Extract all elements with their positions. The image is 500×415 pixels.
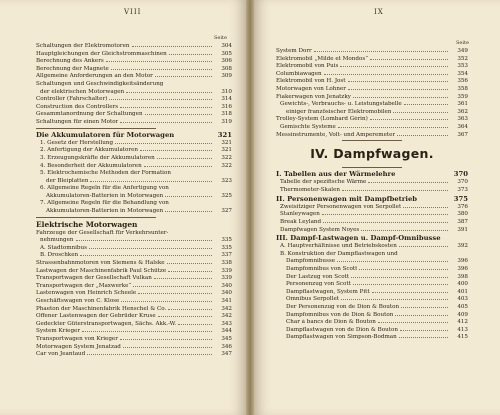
- entry-title: Break Leyland: [280, 218, 322, 225]
- toc-entries: [276, 48, 468, 342]
- entry-title: Dampflastwagen, System Pitt: [286, 288, 370, 295]
- leader: [370, 59, 448, 60]
- entry-page: 354: [457, 70, 468, 77]
- leader: [123, 347, 212, 348]
- leader: [340, 66, 448, 67]
- toc-group-b: [276, 179, 468, 194]
- entry-page: 339: [221, 275, 232, 282]
- entry-page: 387: [457, 218, 468, 225]
- entry-page: 310: [221, 88, 232, 95]
- entry-page: 361: [457, 101, 468, 108]
- entry-title: 6. Allgemeine Regeln für die Anfertigung von: [40, 185, 169, 192]
- entry-title: Allgemeine Anforderungen an den Motor: [36, 73, 153, 80]
- toc-entry: [276, 101, 468, 109]
- toc-entry: [276, 334, 468, 342]
- toc-group-c: [276, 204, 468, 234]
- entry-page: 321: [221, 147, 232, 154]
- entry-title: Berechnung der Magnete: [36, 65, 109, 72]
- entry-title: Strassenbahnmotoren von Siemens & Halske: [36, 260, 165, 267]
- leader: [399, 337, 448, 338]
- entry-title: Char à bancs de Dion & Bouton: [286, 319, 376, 326]
- leader: [140, 150, 212, 151]
- toc-entry: [36, 163, 232, 171]
- leader: [144, 166, 212, 167]
- entry-title: Offener Lastenwagen der Gebrüder Kruse: [36, 313, 156, 320]
- entry-title: der elektrischen Motorwagen: [40, 88, 125, 95]
- leader: [397, 135, 448, 136]
- toc-entry: [36, 351, 232, 359]
- toc-entry: [36, 96, 232, 104]
- toc-entry: [36, 147, 232, 155]
- leader: [76, 240, 212, 241]
- entry-page: 306: [221, 58, 232, 65]
- entry-title: Transportwagen von Krieger: [36, 335, 118, 342]
- entry-page: 314: [221, 96, 232, 103]
- entry-page: 370: [457, 179, 468, 186]
- entry-title: Der Lastzug von Scott: [286, 273, 350, 280]
- entry-title: Schaltungen für einen Motor: [36, 118, 119, 125]
- leader: [106, 61, 212, 62]
- entry-title: Phaeton der Maschinenfabrik Henschel & Co.: [36, 305, 167, 312]
- toc-entry: [276, 327, 468, 335]
- divider: [342, 140, 402, 141]
- leader: [169, 54, 212, 55]
- leader: [168, 309, 212, 310]
- entry-title: Dampfomnibusse: [286, 258, 336, 265]
- toc-entry: [276, 71, 468, 79]
- leader: [348, 81, 448, 82]
- seite-label: Seite: [214, 35, 227, 41]
- leader: [126, 92, 212, 93]
- entry-page: 347: [221, 351, 232, 358]
- toc-entry: [276, 289, 468, 297]
- leader: [401, 307, 448, 308]
- entry-title: Elektromobil von Puis: [276, 63, 339, 70]
- leader: [372, 292, 448, 293]
- leader: [155, 76, 212, 77]
- entry-page: 344: [221, 328, 232, 335]
- entry-title: 2. Anfertigung der Akkumulatoren: [40, 147, 138, 154]
- entry-title: Fiakerwagen von Jenatzky: [276, 93, 351, 100]
- toc-entry: [276, 211, 468, 219]
- entry-page: 338: [221, 260, 232, 267]
- toc-entry: [276, 124, 468, 132]
- leader: [400, 330, 448, 331]
- leader: [82, 331, 212, 332]
- entry-page: 342: [221, 305, 232, 312]
- toc-entry: [276, 281, 468, 289]
- toc-entry: [36, 170, 232, 178]
- entry-title: Car von Jeantaud: [36, 351, 86, 358]
- entry-title: einiger französischer Elektromobilen: [286, 108, 392, 115]
- leader: [167, 263, 212, 264]
- toc-entry: [36, 51, 232, 59]
- entry-page: 349: [457, 48, 468, 54]
- toc-group-c: [36, 230, 232, 359]
- entry-title: Der Personenzug von de Dion & Bouton: [286, 304, 400, 311]
- entry-page: 318: [221, 111, 232, 118]
- toc-group-a: [276, 48, 468, 139]
- leader: [115, 143, 212, 144]
- entry-page: 363: [457, 116, 468, 123]
- leader: [338, 127, 448, 128]
- toc-entry: [36, 252, 232, 260]
- seite-label: Seite: [456, 40, 469, 46]
- entry-title: Stanleywagen: [280, 211, 320, 218]
- leader: [359, 269, 448, 270]
- toc-entry: [36, 344, 232, 352]
- heading-page: 370: [453, 170, 468, 179]
- leader: [87, 354, 212, 355]
- leader: [120, 107, 212, 108]
- toc-entry: [36, 290, 232, 298]
- leader: [90, 181, 212, 182]
- toc-entry: [276, 274, 468, 282]
- entry-page: 337: [221, 252, 232, 259]
- entry-page: 376: [457, 203, 468, 210]
- toc-group-d: [276, 243, 468, 342]
- entry-title: nehmungen: [40, 237, 74, 244]
- leader: [145, 114, 212, 115]
- leader: [111, 69, 212, 70]
- toc-entry: [276, 86, 468, 94]
- left-page: [0, 0, 246, 415]
- toc-entry: [276, 296, 468, 304]
- entry-page: 308: [221, 65, 232, 72]
- entry-title: B. Konstruktion der Dampflastwagen und: [280, 250, 398, 257]
- toc-entry: [276, 251, 468, 259]
- entry-page: 309: [221, 73, 232, 80]
- toc-entry: [36, 111, 232, 119]
- toc-entry: [36, 230, 232, 238]
- heading-page: 321: [217, 130, 232, 139]
- entry-title: der Bleiplatten: [46, 177, 89, 184]
- leader: [89, 248, 212, 249]
- entry-title: A. Stadtomnibus: [40, 244, 87, 251]
- leader: [121, 301, 212, 302]
- leader: [403, 207, 448, 208]
- divider: [36, 128, 156, 129]
- entry-page: 396: [457, 258, 468, 265]
- toc-entry: [276, 227, 468, 235]
- entry-page: 325: [221, 192, 232, 199]
- leader: [165, 211, 212, 212]
- leader: [314, 51, 448, 52]
- toc-entry: [276, 78, 468, 86]
- toc-entry: [36, 237, 232, 245]
- entry-title: Omnibus Serpollet: [286, 296, 340, 303]
- entry-page: 392: [457, 243, 468, 250]
- entry-page: 321: [221, 139, 232, 146]
- leader: [404, 104, 448, 105]
- entry-page: 345: [221, 335, 232, 342]
- entry-title: Thermometer-Skalen: [280, 186, 340, 193]
- entry-page: 362: [457, 108, 468, 115]
- entry-title: Messinstrumente, Volt- und Amperemeter: [276, 131, 396, 138]
- entry-page: 339: [221, 267, 232, 274]
- toc-entry: [36, 208, 232, 216]
- toc-group-a: [36, 43, 232, 127]
- toc-entry: [36, 104, 232, 112]
- leader: [361, 230, 448, 231]
- entry-page: 400: [457, 281, 468, 288]
- toc-entry: [36, 268, 232, 276]
- toc-entry: [36, 178, 232, 186]
- entry-page: 335: [221, 244, 232, 251]
- heading-text: I. Tabellen aus der Wärmelehre: [276, 170, 396, 179]
- entry-title: Elektromobil von H. Jost: [276, 78, 346, 85]
- entry-title: Dampflastwagen von Simpson-Bodman: [286, 334, 397, 341]
- entry-page: 409: [457, 311, 468, 318]
- entry-title: Akkumulatoren-Batterien in Motorwagen: [46, 192, 164, 199]
- toc-entry: [36, 328, 232, 336]
- toc-entry: [276, 179, 468, 187]
- toc-entry: [36, 140, 232, 148]
- leader: [120, 122, 212, 123]
- page-number: VIII: [124, 8, 142, 16]
- entry-page: 305: [221, 50, 232, 57]
- entry-page: 412: [457, 319, 468, 326]
- entry-title: Zweisitziger Personenwagen von Serpollet: [280, 203, 402, 210]
- toc-entry: [276, 56, 468, 64]
- entry-title: 3. Erzeugungskräfte der Akkumulatoren: [40, 154, 155, 161]
- toc-entry: [36, 336, 232, 344]
- divider: [36, 217, 156, 218]
- entry-page: 340: [221, 290, 232, 297]
- leader: [154, 278, 212, 279]
- leader: [178, 324, 212, 325]
- entry-title: Tabelle der spezifische Wärme: [280, 179, 367, 186]
- entry-title: Hauptgleichungen der Gleichstrommaschinen: [36, 50, 167, 57]
- entry-page: 346: [221, 343, 232, 350]
- entry-page: 319: [221, 118, 232, 125]
- leader: [109, 99, 212, 100]
- entry-page: 413: [457, 326, 468, 333]
- leader: [157, 158, 212, 159]
- toc-heading: Elektrische Motorwagen: [36, 219, 138, 229]
- entry-title: Motorwagen von Lohner: [276, 85, 346, 92]
- book-gutter: [246, 0, 254, 415]
- leader: [132, 46, 213, 47]
- entry-page: 335: [221, 237, 232, 244]
- entry-title: Akkumulatoren-Batterien in Motorwagen: [46, 208, 164, 215]
- entry-title: Dampfomnibus von Scott: [286, 266, 358, 273]
- entry-page: 316: [221, 103, 232, 110]
- leader: [342, 190, 448, 191]
- leader: [378, 322, 448, 323]
- toc-entry: [276, 304, 468, 312]
- leader: [322, 214, 448, 215]
- toc-entry: [36, 58, 232, 66]
- entry-title: Schaltungen der Elektromotoren: [36, 43, 130, 49]
- heading-text: II. Personenwagen mit Dampfbetrieb: [276, 194, 418, 203]
- entry-title: Elektromobil „Milde et Mondos“: [276, 55, 369, 62]
- entry-title: Dampfomnibus von de Dion & Bouton: [286, 311, 394, 318]
- entry-title: Controller (Fahrschalter): [36, 96, 108, 103]
- leader: [120, 339, 212, 340]
- entry-page: 373: [457, 186, 468, 193]
- entry-title: Schaltungen und Geschwindigkeitsänderung: [36, 80, 164, 87]
- toc-entry: [36, 185, 232, 193]
- entry-title: A. Hauptverhältnisse und Betriebskosten: [280, 243, 397, 250]
- toc-entry: [36, 275, 232, 283]
- leader: [324, 74, 448, 75]
- toc-entry: [36, 283, 232, 291]
- entry-page: 340: [221, 282, 232, 289]
- toc-entry: [276, 312, 468, 320]
- toc-entry: [36, 43, 232, 51]
- entry-page: 304: [221, 43, 232, 49]
- entry-title: 7. Allgemeine Regeln für die Behandlung von: [40, 200, 169, 207]
- entry-title: Dampfwagen System Noyes: [280, 226, 360, 233]
- page-number: IX: [374, 8, 384, 16]
- toc-entry: [36, 73, 232, 81]
- leader: [158, 316, 212, 317]
- entry-page: 323: [221, 177, 232, 184]
- toc-entry: [276, 116, 468, 124]
- toc-entry: [36, 313, 232, 321]
- leader: [138, 293, 212, 294]
- leader: [399, 246, 448, 247]
- entry-title: 1. Gesetz der Herstellung: [40, 139, 114, 146]
- leader: [337, 261, 448, 262]
- entry-title: Gesammtanordnung der Schaltungen: [36, 111, 143, 118]
- toc-heading: [276, 170, 468, 179]
- entry-page: 398: [457, 273, 468, 280]
- entry-title: Personenzug von Scott: [286, 281, 351, 288]
- entry-page: 343: [221, 320, 232, 327]
- toc-heading: [276, 234, 468, 243]
- entry-page: 415: [457, 334, 468, 341]
- entry-title: System Dorr: [276, 48, 312, 54]
- toc-entries: [36, 43, 232, 359]
- entry-page: 364: [457, 123, 468, 130]
- entry-title: Construction des Controllers: [36, 103, 119, 110]
- toc-entry: [276, 63, 468, 71]
- leader: [348, 89, 448, 90]
- entry-page: 401: [457, 288, 468, 295]
- entry-page: 356: [457, 78, 468, 85]
- leader: [133, 286, 212, 287]
- entry-title: Gemischte Systeme: [280, 123, 336, 130]
- leader: [353, 284, 448, 285]
- entry-page: 403: [457, 296, 468, 303]
- entry-page: 380: [457, 211, 468, 218]
- entry-title: 4. Besonderheit der Akkumulatoren: [40, 162, 142, 169]
- entry-title: Dampflastwagen von de Dion & Bouton: [286, 326, 398, 333]
- toc-entry: [276, 219, 468, 227]
- entry-page: 352: [457, 55, 468, 62]
- leader: [368, 182, 448, 183]
- entry-title: Trolley-System (Lombard Gérin): [276, 116, 368, 123]
- toc-heading: [276, 195, 468, 204]
- toc-entry: [276, 109, 468, 117]
- entry-page: 391: [457, 226, 468, 233]
- toc-entry: [36, 89, 232, 97]
- entry-title: Geschäftswagen von C. Klose: [36, 298, 120, 305]
- toc-entry: [36, 81, 232, 89]
- leader: [341, 299, 448, 300]
- entry-page: 327: [221, 208, 232, 215]
- entry-page: 359: [457, 93, 468, 100]
- leader: [370, 119, 448, 120]
- toc-entry: [36, 200, 232, 208]
- heading-text: III. Dampf-Lastwagen u. Dampf-Omnibusse: [276, 234, 441, 243]
- entry-page: 405: [457, 304, 468, 311]
- leader: [393, 112, 448, 113]
- entry-title: Berechnung des Ankers: [36, 58, 104, 65]
- toc-entry: [36, 321, 232, 329]
- entry-page: 341: [221, 298, 232, 305]
- toc-heading: [36, 131, 232, 140]
- entry-title: Motorwagen System Jenatzad: [36, 343, 121, 350]
- toc-entry: [36, 306, 232, 314]
- toc-entry: [276, 243, 468, 251]
- toc-entry: [36, 193, 232, 201]
- toc-entry: [36, 245, 232, 253]
- heading-text: Die Akkumulatoren für Motorwagen: [36, 130, 175, 139]
- toc-entry: [276, 258, 468, 266]
- leader: [351, 277, 448, 278]
- toc-entry: [276, 319, 468, 327]
- toc-entry: [276, 132, 468, 140]
- entry-title: Gewichts-, Verbrauchs- u. Leistungstabelle: [280, 101, 402, 108]
- toc-entry: [276, 266, 468, 274]
- entry-title: Lastwagen der Maschinenfabrik Paul Schütze: [36, 267, 167, 274]
- entry-page: 396: [457, 266, 468, 273]
- entry-title: System Krieger: [36, 328, 81, 335]
- chapter-title: IV. Dampfwagen.: [310, 146, 434, 162]
- toc-entry: [276, 94, 468, 102]
- toc-entry: [36, 66, 232, 74]
- heading-page: 375: [453, 194, 468, 203]
- entry-page: 358: [457, 85, 468, 92]
- entry-title: B. Droschken: [40, 252, 79, 259]
- leader: [168, 271, 212, 272]
- entry-title: Transportwagen der „Maxwerke“: [36, 282, 132, 289]
- entry-page: 322: [221, 154, 232, 161]
- entry-title: Fahrzeuge der Gesellschaft für Verkehrsunter-: [36, 229, 169, 236]
- toc-entry: [276, 187, 468, 195]
- entry-title: Columbiawagen: [276, 70, 322, 77]
- entry-title: Lastenwagen von Heinrich Scheele: [36, 290, 137, 297]
- entry-title: 5. Elektrochemische Methoden der Formation: [40, 170, 171, 177]
- toc-entry: [276, 204, 468, 212]
- right-page: [254, 0, 500, 415]
- entry-title: Transportwagen der Gesellschaft Vulkan: [36, 275, 152, 282]
- leader: [353, 97, 448, 98]
- toc-entry: [36, 119, 232, 127]
- toc-entry: [36, 298, 232, 306]
- toc-entry: [36, 260, 232, 268]
- leader: [165, 196, 212, 197]
- divider: [342, 167, 402, 168]
- entry-page: 353: [457, 63, 468, 70]
- toc-group-b: [36, 140, 232, 216]
- entry-page: 322: [221, 162, 232, 169]
- toc-entry: [276, 48, 468, 56]
- leader: [323, 222, 448, 223]
- toc-entry: [36, 155, 232, 163]
- leader: [80, 255, 212, 256]
- entry-title: Gedeckter Güterstransportwagen, Sächs. Akk.-W.: [36, 320, 177, 327]
- entry-page: 367: [457, 131, 468, 138]
- entry-page: 342: [221, 313, 232, 320]
- leader: [395, 315, 448, 316]
